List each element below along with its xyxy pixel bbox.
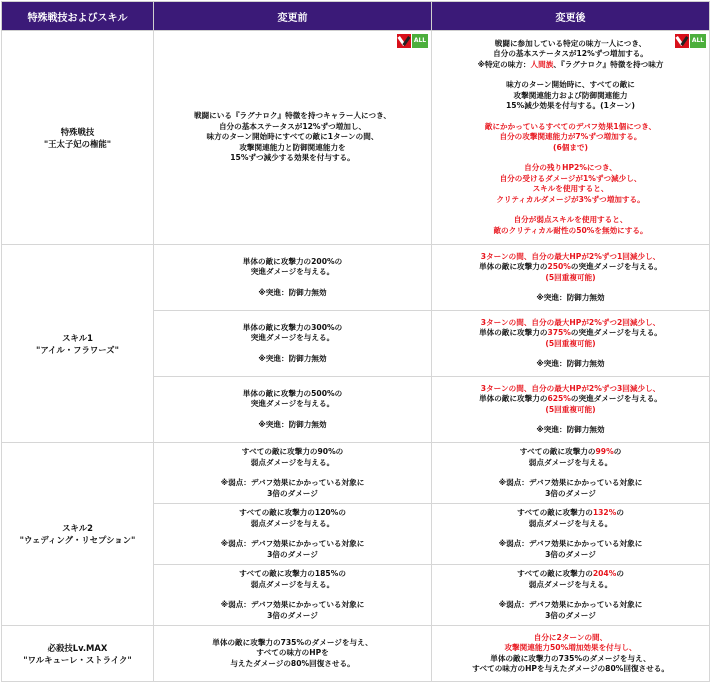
skill1-name: スキル1 "アイル・フラワーズ" (2, 245, 154, 443)
class-icon (675, 34, 689, 48)
skill2-row-1 (2, 443, 710, 504)
skill1-before-3: 単体の敵に攻撃力の500%の 突進ダメージを与える。 ※突進：防御力無効 (154, 377, 432, 443)
skill2-after-1: すべての敵に攻撃力の99%の 弱点ダメージを与える。 ※弱点：デバフ効果にかかっている対象に 3倍のダメージ (432, 443, 710, 504)
header-after: 変更後 (432, 2, 710, 31)
skill2-name: スキル2 "ウェディング・リセプション" (2, 443, 154, 626)
ultimate-name: 必殺技Lv.MAX "ワルキューレ・ストライク" (2, 626, 154, 682)
special-row (2, 31, 710, 245)
header-before: 変更前 (154, 2, 432, 31)
all-badge (397, 34, 428, 48)
all-icon: ALL (412, 34, 428, 48)
special-before: ALL 戦闘にいる『ラグナロク』特徴を持つキャラー人につき、 自分の基本ステータスが12%ずつ増加し、 味方のターン開始時にすべての敵に1ターンの間、 攻撃関連能力と防御関連能力を 15%ずつ減少する効果を付与する。 (154, 31, 432, 245)
ultimate-before: 単体の敵に攻撃力の735%のダメージを与え、 すべての味方のHPを 与えたダメージの80%回復させる。 (154, 626, 432, 682)
skill1-after-1: 3ターンの間、自分の最大HPが2%ずつ1回減少し、 単体の敵に攻撃力の250%の突進ダメージを与える。 (5回重複可能) ※突進：防御力無効 (432, 245, 710, 311)
skill-change-table (1, 1, 710, 682)
all-badge-after (675, 34, 706, 48)
header-skill: 特殊戦技およびスキル (2, 2, 154, 31)
special-after: ALL 戦闘に参加している特定の味方一人につき、 自分の基本ステータスが12%ずつ増加する。 ※特定の味方：人間族、『ラグナロク』特徴を持つ味方 味方のターン開始時に、すべての敵に 攻撃関連能力および防御関連能力 15%減少効果を付与する。(1ターン) 敵にかかっているすべてのデバフ効果1個につき、 自分の攻撃関連能力が7%ずつ増加する。 (6個まで) 自分の残りHP2%につき、 自分の受けるダメージが1%ずつ減少し、 スキルを使用すると、 クリティカルダメージが3%ずつ増加する。 自分が弱点スキルを使用すると、 敵のクリティカル耐性の50%を無効にする。 (432, 31, 710, 245)
ultimate-row (2, 626, 710, 682)
ultimate-after: 自分に2ターンの間、 攻撃関連能力50%増加効果を付与し、 単体の敵に攻撃力の735%のダメージを与え、 すべての味方のHPを与えたダメージの80%回復させる。 (432, 626, 710, 682)
skill2-before-1: すべての敵に攻撃力の90%の 弱点ダメージを与える。 ※弱点：デバフ効果にかかっている対象に 3倍のダメージ (154, 443, 432, 504)
class-icon (397, 34, 411, 48)
skill2-after-3: すべての敵に攻撃力の204%の 弱点ダメージを与える。 ※弱点：デバフ効果にかかっている対象に 3倍のダメージ (432, 565, 710, 626)
skill2-before-3: すべての敵に攻撃力の185%の 弱点ダメージを与える。 ※弱点：デバフ効果にかかっている対象に 3倍のダメージ (154, 565, 432, 626)
skill1-before-2: 単体の敵に攻撃力の300%の 突進ダメージを与える。 ※突進：防御力無効 (154, 311, 432, 377)
skill2-after-2: すべての敵に攻撃力の132%の 弱点ダメージを与える。 ※弱点：デバフ効果にかかっている対象に 3倍のダメージ (432, 504, 710, 565)
skill1-after-2: 3ターンの間、自分の最大HPが2%ずつ2回減少し、 単体の敵に攻撃力の375%の突進ダメージを与える。 (5回重複可能) ※突進：防御力無効 (432, 311, 710, 377)
skill1-row-1 (2, 245, 710, 311)
special-name: 特殊戦技 "王太子妃の権能" (2, 31, 154, 245)
skill1-after-3: 3ターンの間、自分の最大HPが2%ずつ3回減少し、 単体の敵に攻撃力の625%の突進ダメージを与える。 (5回重複可能) ※突進：防御力無効 (432, 377, 710, 443)
skill2-before-2: すべての敵に攻撃力の120%の 弱点ダメージを与える。 ※弱点：デバフ効果にかかっている対象に 3倍のダメージ (154, 504, 432, 565)
skill1-before-1: 単体の敵に攻撃力の200%の 突進ダメージを与える。 ※突進：防御力無効 (154, 245, 432, 311)
header-row (2, 2, 710, 31)
all-icon: ALL (690, 34, 706, 48)
